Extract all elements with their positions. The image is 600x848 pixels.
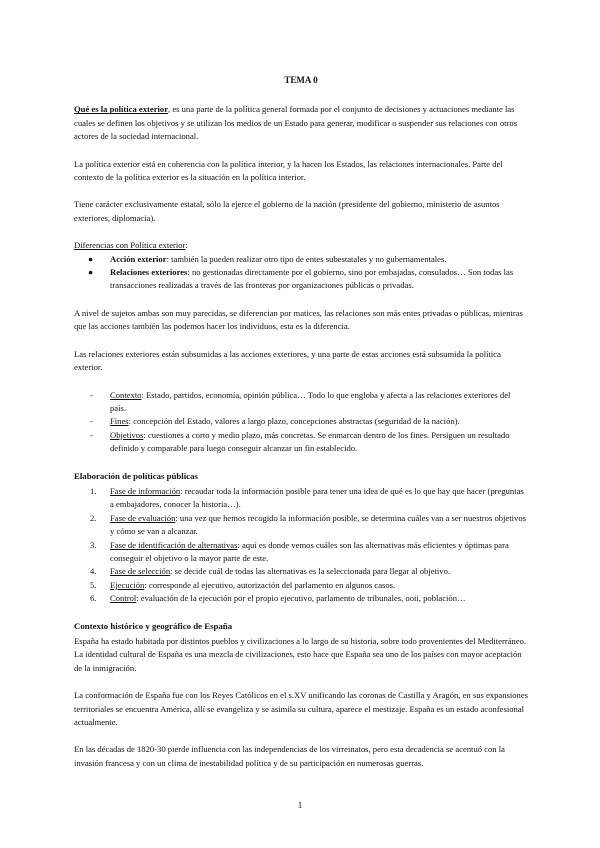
diferencias-heading: Diferencias con Política exterior — [74, 240, 186, 251]
list-item — [74, 389, 528, 416]
intro-text: , es una parte de la política general formada por el conjunto de decisiones y actuaciones mediante las cuales se definen los objetivos y se utilizan los medios de un Estado para generar, modificar o suspender sus relaciones con otros actores de la sociedad internacional. — [74, 104, 518, 142]
item-text: : no gestionadas directamente por el gobierno, sino por embajadas, consulados… — [187, 267, 466, 278]
diferencias-heading-suffix: : — [185, 240, 188, 251]
item-text: : se decide cuál de todas las alternativas es la seleccionada para llegar al objetivo. — [170, 566, 451, 577]
item-text: : evaluación de la ejecución por el propio ejecutivo, parlamento de tribunales, ooii, población… — [136, 593, 466, 604]
dash-marker: - — [90, 389, 93, 400]
elaboracion-list — [74, 485, 528, 606]
diferencias-list — [74, 253, 528, 293]
elaboracion-heading: Elaboración de políticas públicas — [74, 470, 198, 481]
item-continuation: Son todas las transacciones realizadas a través de las fronteras por organizaciones públicas o privadas. — [110, 267, 514, 291]
list-item — [74, 415, 528, 428]
list-item — [74, 253, 528, 266]
list-item — [74, 539, 528, 566]
bullet-icon: ● — [88, 253, 94, 264]
item-number: 6. — [90, 593, 97, 604]
list-item — [74, 429, 528, 456]
item-term: Ejecución — [110, 579, 145, 590]
dash-list — [74, 389, 528, 456]
paragraph-sujetos: A nivel de sujetos ambas son muy parecidas, se diferencian por matices, las relaciones son más entes privadas o públicas, mientras que las acciones también las podemos hacer los individuos, esta es la diferencia. — [74, 307, 523, 332]
dash-marker: - — [90, 429, 93, 440]
item-text: : corresponde al ejecutivo, autorización del parlamento en algunos casos. — [144, 579, 396, 590]
document-title: TEMA 0 — [284, 75, 318, 85]
contexto-paragraph-1: España ha estado habitada por distintos pueblos y civilizaciones a lo largo de su historia, sobre todo provenientes del Mediterráneo. La identidad cultural de España es una mezcla de civilizaciones, esto hace que España sea uno de los países con mayor aceptación de la inmigración. — [74, 636, 527, 673]
paragraph-caracter: Tiene carácter exclusivamente estatal, sólo la ejerce el gobierno de la nación (presidente del gobierno, ministerio de asuntos exteriores, diplomacia). — [74, 199, 500, 223]
item-term: Fase de información — [110, 485, 181, 496]
item-text: : una vez que hemos recogido la información posible, se determina cuáles van a ser nuestros objetivos y cómo se van a alcanzar. — [110, 512, 526, 537]
list-item — [74, 512, 528, 539]
item-term: Fase de identificación de alternativas — [110, 539, 238, 550]
bullet-icon: ● — [88, 267, 94, 278]
item-term: Acción exterior — [110, 253, 167, 264]
intro-term: Qué es la política exterior — [74, 104, 169, 115]
intro-paragraph — [74, 103, 528, 143]
item-number: 1. — [90, 485, 97, 496]
list-item — [74, 485, 528, 512]
item-term: Fase de selección — [110, 566, 171, 577]
item-text: : recaudar toda la información posible para tener una idea de qué es lo que hay que hacer (preguntas a embajadores, conocer la historia…). — [110, 485, 524, 510]
item-number: 4. — [90, 566, 97, 577]
list-item — [74, 565, 528, 578]
item-term: Control — [110, 593, 137, 604]
item-text: : Estado, partidos, economía, opinión pública… Todo lo que engloba y afecta a las relaciones exteriores del país. — [110, 389, 511, 413]
item-number: 3. — [90, 539, 97, 550]
item-term: Fines — [110, 416, 129, 427]
item-text: : aquí es donde vemos cuáles son las alternativas más eficientes y óptimas para conseguir el objetivo o la mayor parte de este. — [110, 539, 509, 563]
paragraph-subsumidas: Las relaciones exteriores están subsumidas a las acciones exteriores, y una parte de estas acciones está subsumida la política exterior. — [74, 348, 501, 373]
list-item — [74, 579, 528, 592]
page-number: 1 — [297, 800, 303, 810]
list-item — [74, 592, 528, 605]
paragraph-coherencia: La política exterior está en coherencia con la política interior, y la hacen los Estados, las relaciones internacionales. Parte del contexto de la política exterior es la situación en la política interior. — [74, 158, 503, 183]
item-number: 5. — [90, 579, 97, 590]
contexto-paragraph-3: En las décadas de 1820-30 pierde influencia con las independencias de los virreinatos, pero esta decadencia se acentuó con la invasión francesa y con un clima de inestabilidad política y de su participación en numerosas guerras. — [74, 744, 505, 768]
diferencias-section — [74, 239, 528, 293]
item-term: Fase de evaluación — [110, 512, 176, 523]
item-term: Relaciones exteriores — [110, 267, 188, 278]
item-text: : también la pueden realizar otro tipo de entes subestatales y no gubernamentales. — [166, 253, 447, 264]
item-term: Contexto — [110, 389, 142, 400]
item-number: 2. — [90, 512, 97, 523]
dash-marker: - — [90, 416, 93, 427]
item-text: : concepción del Estado, valores a largo plazo, concepciones abstractas (seguridad de la nación). — [128, 416, 460, 427]
item-term: Objetivos — [110, 429, 144, 440]
contexto-paragraph-2: La conformación de España fue con los Reyes Católicos en el s.XV unificando las coronas de Castilla y Aragón, en sus expansiones territoriales se encuentra América, allí se evangeliza y se asimila su cultura, aparece el mestizaje. España es un estado aconfesional actualmente. — [74, 690, 528, 728]
contexto-heading: Contexto histórico y geográfico de España — [74, 620, 233, 631]
document-page — [74, 74, 528, 784]
list-item — [74, 266, 528, 293]
item-text: : cuestiones a corto y medio plazo, más concretas. Se enmarcan dentro de los fines. Persiguen un resultado definido y comparable para luego conseguir alcanzar un fin establecido. — [110, 429, 510, 454]
